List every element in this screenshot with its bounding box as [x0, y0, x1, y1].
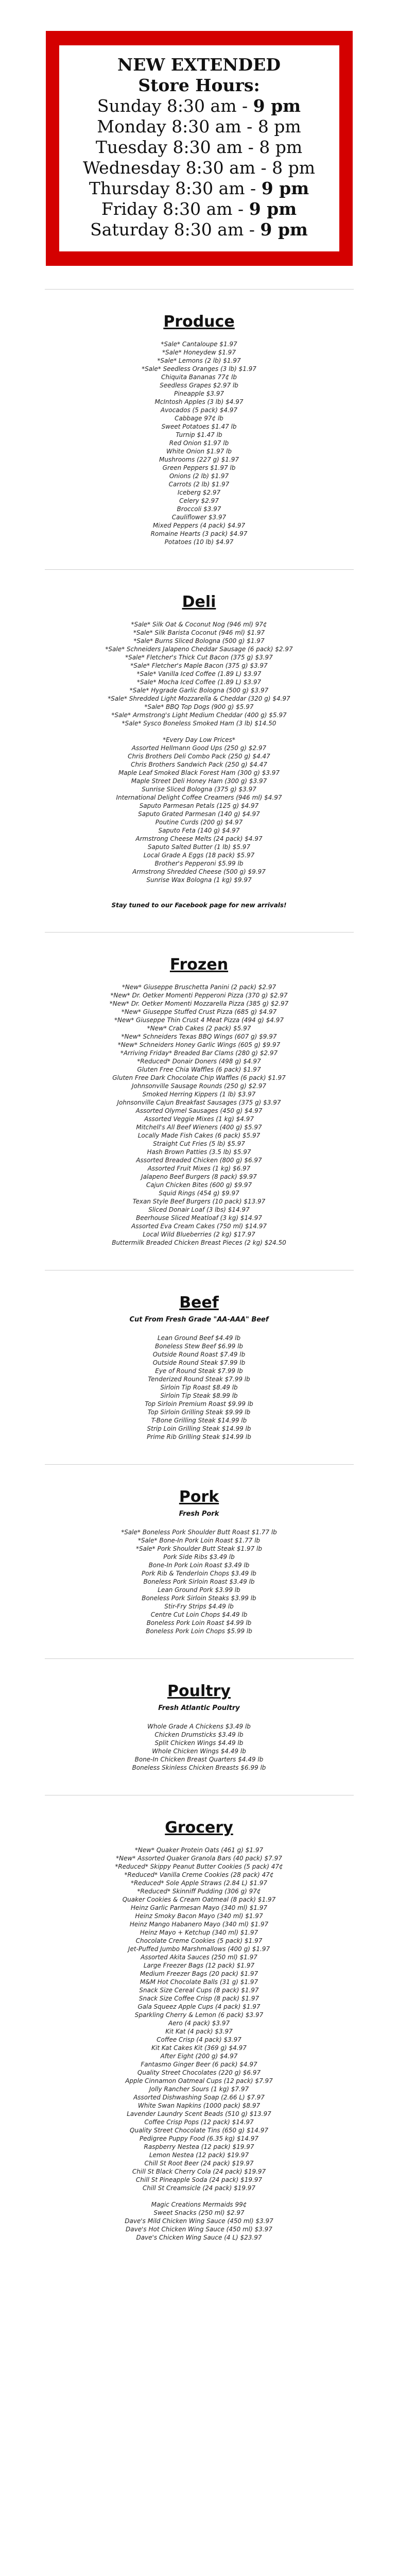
product-item: Lean Ground Pork $3.99 lb: [158, 1586, 240, 1594]
product-item: *Reduced* Skinniff Pudding (306 g) 97¢: [137, 1888, 261, 1895]
product-item: T-Bone Grilling Steak $14.99 lb: [151, 1417, 247, 1424]
section-title: Deli: [182, 593, 216, 611]
product-item: Aero (4 pack) $3.97: [168, 2020, 230, 2027]
product-item: Chill St Pineapple Soda (24 pack) $19.97: [135, 2176, 263, 2183]
section-title: Beef: [179, 1294, 219, 1312]
product-item: Chris Brothers Deli Combo Pack (250 g) $4.47: [128, 753, 270, 760]
product-item: Assorted Olymel Sausages (450 g) $4.97: [135, 1107, 263, 1114]
section-title: Grocery: [165, 1819, 233, 1837]
hours-day-text: Sunday 8:30 am -: [97, 96, 253, 116]
product-item: *New* Crab Cakes (2 pack) $5.97: [147, 1025, 251, 1032]
product-item: Chicken Drumsticks $3.49 lb: [154, 1731, 244, 1738]
hours-close-time: 9 pm: [260, 219, 308, 240]
section-divider: [45, 932, 354, 933]
product-item: *New* Giuseppe Bruschetta Panini (2 pack) $2.97: [122, 984, 276, 991]
product-item: Boneless Pork Loin Chops $5.99 lb: [146, 1628, 252, 1635]
product-item: Lemon Nestea (12 pack) $19.97: [149, 2151, 249, 2159]
product-item: White Swan Napkins (1000 pack) $8.97: [137, 2102, 261, 2109]
hours-close-time: 9 pm: [261, 178, 309, 198]
product-item: Onions (2 lb) $1.97: [169, 472, 229, 480]
section-grocery: [0, 1819, 398, 2242]
facebook-note: Stay tuned to our Facebook page for new arrivals!: [111, 902, 287, 909]
section-title: Frozen: [169, 956, 229, 974]
product-item: *Reduced* Vanilla Creme Cookies (28 pack) 47¢: [124, 1871, 274, 1878]
product-item: *Sale* Silk Barista Coconut (946 ml) $1.97: [133, 629, 265, 636]
product-item: Locally Made Fish Cakes (6 pack) $5.97: [137, 1132, 261, 1139]
spacer: [0, 884, 398, 892]
section-divider: [45, 289, 354, 290]
hours-day-text: Monday 8:30 am - 8 pm: [97, 116, 301, 137]
product-item: *New* Schneiders Honey Garlic Wings (605 g) $9.97: [117, 1041, 281, 1048]
section-divider: [45, 1658, 354, 1659]
product-item: Sparkling Cherry & Lemon (6 pack) $3.97: [134, 2011, 264, 2019]
section-subtitle: Fresh Pork: [179, 1510, 219, 1518]
product-item: *New* Giuseppe Thin Crust 4 Meat Pizza (494 g) $4.97: [114, 1016, 284, 1024]
product-item: Sirloin Tip Steak $8.99 lb: [160, 1392, 238, 1399]
product-item: After Eight (200 g) $4.97: [160, 2053, 238, 2060]
product-item: Sunrise Sliced Bologna (375 g) $3.97: [142, 786, 256, 793]
product-item: Jolly Rancher Sours (1 kg) $7.97: [149, 2086, 249, 2093]
product-item: Poutine Curds (200 g) $4.97: [155, 819, 243, 826]
product-item: *Sale* BBQ Top Dogs (900 g) $5.97: [144, 703, 254, 710]
product-item: Kit Kat Cakes Kit (369 g) $4.97: [151, 2044, 247, 2052]
hours-line: [64, 219, 334, 240]
product-item: Gala Squeez Apple Cups (4 pack) $1.97: [137, 2003, 261, 2010]
product-item: Assorted Akita Sauces (250 ml) $1.97: [141, 1954, 257, 1961]
product-item: *Reduced* Skippy Peanut Butter Cookies (5 pack) 47¢: [115, 1863, 283, 1870]
product-item: Buttermilk Breaded Chicken Breast Pieces (2 kg) $24.50: [112, 1239, 286, 1246]
section-divider: [45, 569, 354, 570]
product-item: Straight Cut Fries (5 lb) $5.97: [153, 1140, 245, 1147]
product-item: Boneless Pork Sirloin Steaks $3.99 lb: [142, 1595, 256, 1602]
product-item: Top Sirloin Premium Roast $9.99 lb: [145, 1400, 253, 1408]
product-item: Red Onion $1.97 lb: [169, 439, 229, 447]
product-item: Lavender Laundry Scent Beads (510 g) $13.97: [127, 2110, 271, 2117]
product-item: McIntosh Apples (3 lb) $4.97: [154, 398, 244, 405]
product-item: International Delight Coffee Creamers (946 ml) $4.97: [116, 794, 282, 801]
product-item: Assorted Dishwashing Soap (2.66 L) $7.97: [133, 2094, 265, 2101]
product-item: Split Chicken Wings $4.49 lb: [154, 1739, 244, 1747]
product-item: Saputo Parmesan Petals (125 g) $4.97: [139, 802, 259, 809]
product-item: Saputo Salted Butter (1 lb) $5.97: [147, 843, 251, 851]
product-item: Heinz Mango Habanero Mayo (340 ml) $1.97: [129, 1921, 269, 1928]
product-item: *Reduced* Donair Doners (498 g) $4.97: [137, 1058, 261, 1065]
product-item: Pork Side Ribs $3.49 lb: [163, 1553, 235, 1561]
product-item: Assorted Hellmann Good Ups (250 g) $2.97: [131, 744, 267, 752]
product-item: Iceberg $2.97: [177, 489, 221, 496]
product-item: Heinz Smoky Bacon Mayo (340 ml) $1.97: [135, 1912, 263, 1920]
product-item: Quaker Cookies & Cream Oatmeal (8 pack) $1.97: [122, 1896, 276, 1903]
product-item: Pineapple $3.97: [174, 390, 224, 397]
product-item: Eye of Round Steak $7.99 lb: [155, 1367, 243, 1375]
product-item: *Sale* Burns Sliced Bologna (500 g) $1.97: [133, 637, 265, 645]
product-item: Chocolate Creme Cookies (5 pack) $1.97: [135, 1937, 263, 1944]
product-item: Armstrong Shredded Cheese (500 g) $9.97: [132, 868, 266, 875]
sections: [0, 289, 398, 2242]
product-item: Outside Round Steak $7.99 lb: [152, 1359, 246, 1366]
product-item: Romaine Hearts (3 pack) $4.97: [150, 530, 248, 537]
product-item: Quality Street Chocolates (220 g) $6.97: [137, 2069, 261, 2076]
product-item: Dave's Chicken Wing Sauce (4 L) $23.97: [136, 2234, 262, 2241]
product-item: Assorted Veggie Mixes (1 kg) $4.97: [144, 1115, 254, 1123]
product-item: Assorted Fruit Mixes (1 kg) $6.97: [147, 1165, 251, 1172]
product-item: Local Grade A Eggs (18 pack) $5.97: [143, 852, 255, 859]
product-item: *Sale* Armstrong's Light Medium Cheddar (400 g) $5.97: [111, 711, 287, 719]
product-item: Stir-Fry Strips $4.49 lb: [164, 1603, 234, 1610]
product-item: Cajun Chicken Bites (600 g) $9.97: [146, 1181, 252, 1189]
spacer: [0, 2192, 398, 2200]
product-item: Chill St Root Beer (24 pack) $19.97: [144, 2160, 254, 2167]
product-item: Johnsonville Sausage Rounds (250 g) $2.97: [131, 1082, 267, 1090]
product-item: Dave's Mild Chicken Wing Sauce (450 ml) $3.97: [125, 2217, 273, 2225]
product-item: *Sale* Vanilla Iced Coffee (1.89 L) $3.97: [136, 670, 262, 677]
product-item: Outside Round Roast $7.49 lb: [152, 1351, 246, 1358]
product-item: *Sale* Shredded Light Mozzarella & Cheddar (320 g) $4.97: [108, 695, 290, 702]
product-item: *Sale* Pork Shoulder Butt Steak $1.97 lb: [135, 1545, 263, 1552]
product-item: *New* Assorted Quaker Granola Bars (40 pack) $7.97: [116, 1855, 282, 1862]
hours-line: [64, 158, 334, 178]
product-item: *Sale* Seedless Oranges (3 lb) $1.97: [142, 365, 256, 372]
product-item: Bone-In Chicken Breast Quarters $4.49 lb: [134, 1756, 264, 1763]
product-item: Boneless Stew Beef $6.99 lb: [154, 1343, 244, 1350]
product-item: Boneless Pork Loin Roast $4.99 lb: [146, 1619, 252, 1626]
hours-day-text: Wednesday 8:30 am - 8 pm: [82, 158, 316, 178]
product-item: *Reduced* Sole Apple Straws (2.84 L) $1.97: [130, 1879, 268, 1887]
hours-day-text: Tuesday 8:30 am - 8 pm: [95, 137, 303, 157]
hours-day-text: Saturday 8:30 am -: [90, 219, 261, 240]
product-item: Pedigree Puppy Food (6.35 kg) $14.97: [140, 2135, 258, 2142]
product-item: *Sale* Schneiders Jalapeno Cheddar Sausage (6 pack) $2.97: [105, 646, 293, 653]
product-item: Heinz Garlic Parmesan Mayo (340 ml) $1.97: [131, 1904, 267, 1911]
product-item: Carrots (2 lb) $1.97: [168, 481, 230, 488]
hours-day-text: Thursday 8:30 am -: [89, 178, 262, 198]
product-item: *New* Dr. Oetker Momenti Pepperoni Pizza (370 g) $2.97: [110, 992, 288, 999]
product-item: Texan Style Beef Burgers (10 pack) $13.97: [132, 1198, 266, 1205]
product-item: Bone-In Pork Loin Roast $3.49 lb: [148, 1562, 250, 1569]
product-item: Whole Chicken Wings $4.49 lb: [152, 1748, 246, 1755]
product-item: Large Freezer Bags (12 pack) $1.97: [143, 1962, 255, 1969]
product-item: *Sale* Cantaloupe $1.97: [161, 341, 237, 348]
product-item: Gluten Free Chia Waffles (6 pack) $1.97: [137, 1066, 261, 1073]
product-item: Turnip $1.47 lb: [176, 431, 222, 438]
section-deli: [0, 593, 398, 909]
product-item: *Sale* Mocha Iced Coffee (1.89 L) $3.97: [136, 679, 262, 686]
hours-line: [64, 96, 334, 116]
product-item: Sirloin Tip Roast $8.49 lb: [160, 1384, 238, 1391]
product-item: Broccoli $3.97: [177, 505, 221, 513]
section-pork: [0, 1488, 398, 1635]
product-item: Gluten Free Dark Chocolate Chip Waffles (6 pack) $1.97: [112, 1074, 286, 1081]
product-item: Boneless Pork Sirloin Roast $3.49 lb: [143, 1578, 255, 1585]
product-item: Cabbage 97¢ lb: [175, 415, 223, 422]
product-item: Strip Loin Grilling Steak $14.99 lb: [147, 1425, 251, 1432]
product-item: Sliced Donair Loaf (3 lbs) $14.97: [148, 1206, 250, 1213]
product-item: Snack Size Coffee Crisp (8 pack) $1.97: [139, 1995, 259, 2002]
section-produce: [0, 313, 398, 546]
product-item: Chill St Black Cherry Cola (24 pack) $19.97: [132, 2168, 266, 2175]
product-item: Maple Street Deli Honey Ham (300 g) $3.97: [131, 777, 267, 785]
hours-title-line2: Store Hours:: [138, 75, 260, 95]
hours-close-time: 9 pm: [253, 96, 301, 116]
product-item: *Sale* Fletcher's Maple Bacon (375 g) $3.97: [130, 662, 268, 669]
product-item: Maple Leaf Smoked Black Forest Ham (300 g) $3.97: [118, 769, 280, 776]
product-item: Raspberry Nestea (12 pack) $19.97: [144, 2143, 254, 2150]
product-item: Green Peppers $1.97 lb: [162, 464, 236, 471]
section-beef: [0, 1294, 398, 1441]
product-item: *Sale* Fletcher's Thick Cut Bacon (375 g) $3.97: [125, 654, 273, 661]
product-item: *New* Schneiders Texas BBQ Wings (607 g) $9.97: [121, 1033, 277, 1040]
product-item: Medium Freezer Bags (20 pack) $1.97: [140, 1970, 258, 1977]
product-item: Saputo Feta (140 g) $4.97: [158, 827, 240, 834]
product-item: *Arriving Friday* Breaded Bar Clams (280 g) $2.97: [120, 1049, 278, 1057]
product-item: Beerhouse Sliced Meatloaf (3 kg) $14.97: [136, 1214, 262, 1222]
product-item: Apple Cinnamon Oatmeal Cups (12 pack) $7.97: [125, 2077, 273, 2084]
section-title: Poultry: [167, 1682, 231, 1700]
product-item: Snack Size Cereal Cups (8 pack) $1.97: [139, 1987, 259, 1994]
product-item: Sweet Snacks (250 ml) $2.97: [153, 2209, 245, 2216]
product-item: Squid Rings (454 g) $9.97: [159, 1190, 239, 1197]
product-item: Lean Ground Beef $4.49 lb: [157, 1334, 241, 1342]
product-item: Centre Cut Loin Chops $4.49 lb: [150, 1611, 248, 1618]
product-item: Local Wild Blueberries (2 kg) $17.97: [143, 1231, 255, 1238]
product-item: Jalapeno Beef Burgers (8 pack) $9.97: [141, 1173, 257, 1180]
product-item: Sweet Potatoes $1.47 lb: [161, 423, 237, 430]
hours-close-time: 9 pm: [249, 199, 297, 219]
product-item: Brother's Pepperoni $5.99 lb: [154, 860, 244, 867]
product-item: Fantasmo Ginger Beer (6 pack) $4.97: [141, 2061, 257, 2068]
product-item: *Sale* Silk Oat & Coconut Nog (946 ml) 97¢: [131, 621, 267, 628]
hours-line: [64, 178, 334, 199]
product-item: *New* Dr. Oetker Momenti Mozzarella Pizza (385 g) $2.97: [109, 1000, 289, 1007]
product-item: Cauliflower $3.97: [171, 514, 227, 521]
product-item: Potatoes (10 lb) $4.97: [164, 538, 234, 546]
product-item: Whole Grade A Chickens $3.49 lb: [147, 1723, 251, 1730]
product-item: Armstrong Cheese Melts (24 pack) $4.97: [135, 835, 263, 842]
product-item: Smoked Herring Kippers (1 lb) $3.97: [142, 1091, 256, 1098]
product-item: Top Sirloin Grilling Steak $9.99 lb: [147, 1409, 251, 1416]
hours-list: [64, 96, 334, 240]
hours-title-line1: NEW EXTENDED: [117, 55, 281, 75]
product-item: Coffee Crisp (4 pack) $3.97: [157, 2036, 241, 2043]
section-subtitle: Cut From Fresh Grade "AA-AAA" Beef: [129, 1316, 269, 1324]
product-item: Heinz Mayo + Ketchup (340 ml) $1.97: [140, 1929, 258, 1936]
store-hours-box: [46, 31, 353, 266]
store-hours-inner: [59, 45, 339, 251]
section-title: Pork: [179, 1488, 219, 1506]
product-item: *New* Giuseppe Stuffed Crust Pizza (685 g) $4.97: [121, 1008, 277, 1015]
product-item: Hash Brown Patties (3.5 lb) $5.97: [147, 1148, 251, 1156]
product-item: *Sale* Honeydew $1.97: [162, 349, 236, 356]
product-item: Boneless Skinless Chicken Breasts $6.99 lb: [132, 1764, 266, 1771]
section-poultry: [0, 1682, 398, 1772]
product-item: *Sale* Lemons (2 lb) $1.97: [157, 357, 241, 364]
product-item: *Sale* Sysco Boneless Smoked Ham (3 lb) $14.50: [122, 720, 276, 727]
product-item: Jet-Puffed Jumbo Marshmallows (400 g) $1.97: [128, 1945, 270, 1953]
product-item: *Every Day Low Prices*: [163, 736, 235, 743]
product-item: Kit Kat (4 pack) $3.97: [165, 2028, 233, 2035]
product-item: Chill St Creamsicle (24 pack) $19.97: [142, 2184, 256, 2192]
section-frozen: [0, 956, 398, 1247]
product-item: Quality Street Chocolate Tins (650 g) $14.97: [130, 2127, 268, 2134]
product-item: White Onion $1.97 lb: [166, 448, 232, 455]
product-item: *New* Quaker Protein Oats (461 g) $1.97: [134, 1846, 264, 1854]
product-item: Avocados (5 pack) $4.97: [160, 406, 238, 414]
product-item: Sunrise Wax Bologna (1 kg) $9.97: [146, 876, 252, 884]
product-item: *Sale* Boneless Pork Shoulder Butt Roast $1.77 lb: [121, 1529, 277, 1536]
product-item: Assorted Eva Cream Cakes (750 ml) $14.97: [131, 1223, 267, 1230]
product-item: *Sale* Hygrade Garlic Bologna (500 g) $3.97: [129, 687, 269, 694]
section-subtitle: Fresh Atlantic Poultry: [158, 1704, 240, 1712]
product-item: *Sale* Bone-In Pork Loin Roast $1.77 lb: [137, 1537, 261, 1544]
product-item: Magic Creations Mermaids 99¢: [151, 2201, 247, 2208]
hours-line: [64, 116, 334, 137]
product-item: Mushrooms (227 g) $1.97: [159, 456, 239, 463]
product-item: Johnsonville Cajun Breakfast Sausages (375 g) $3.97: [117, 1099, 281, 1106]
product-item: Assorted Breaded Chicken (800 g) $6.97: [136, 1157, 262, 1164]
hours-line: [64, 137, 334, 158]
product-item: Chris Brothers Sandwich Pack (250 g) $4.47: [131, 761, 267, 768]
hours-line: [64, 199, 334, 219]
hours-day-text: Friday 8:30 am -: [101, 199, 249, 219]
product-item: Mixed Peppers (4 pack) $4.97: [152, 522, 246, 529]
section-title: Produce: [163, 313, 235, 331]
product-item: Coffee Crisp Pops (12 pack) $14.97: [144, 2119, 254, 2126]
section-divider: [45, 1464, 354, 1465]
spacer: [0, 727, 398, 736]
product-item: Saputo Grated Parmesan (140 g) $4.97: [138, 810, 260, 818]
product-item: Mitchell's All Beef Wieners (400 g) $5.97: [136, 1124, 262, 1131]
product-item: Chiquita Bananas 77¢ lb: [161, 374, 237, 381]
product-item: Dave's Hot Chicken Wing Sauce (450 ml) $3.97: [126, 2226, 272, 2233]
product-item: Pork Rib & Tenderloin Chops $3.49 lb: [142, 1570, 256, 1577]
product-item: Celery $2.97: [179, 497, 219, 504]
product-item: Seedless Grapes $2.97 lb: [160, 382, 238, 389]
product-item: M&M Hot Chocolate Balls (31 g) $1.97: [140, 1978, 258, 1986]
product-item: Prime Rib Grilling Steak $14.99 lb: [147, 1433, 251, 1440]
product-item: Tenderized Round Steak $7.99 lb: [148, 1376, 250, 1383]
